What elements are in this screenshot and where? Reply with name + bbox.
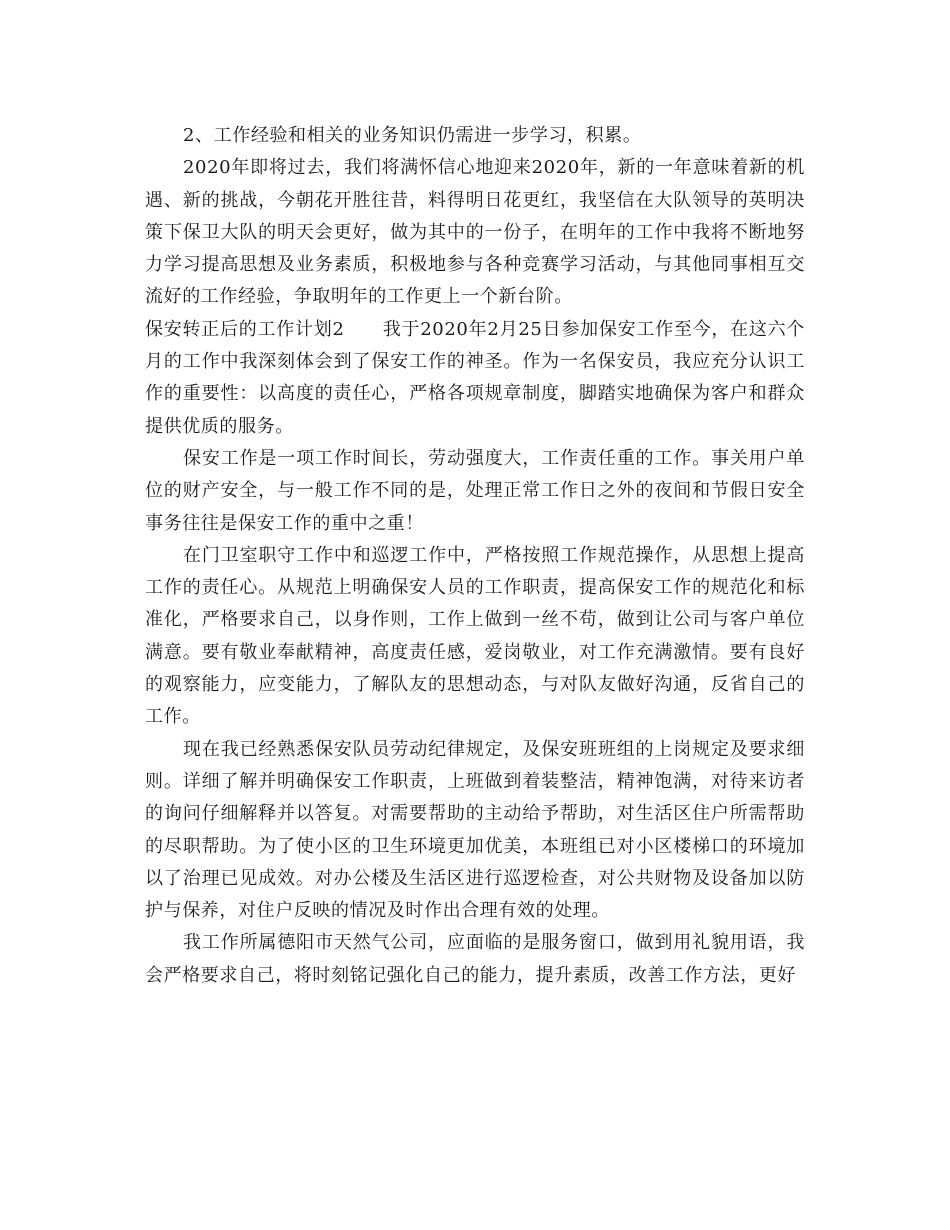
paragraph-security-work-nature: 保安工作是一项工作时间长，劳动强度大，工作责任重的工作。事关用户单位的财产安全，与一般工作不同的是，处理正常工作日之外的夜间和节假日安全事务往往是保安工作的重中之重！ xyxy=(145,447,805,534)
paragraph-new-year-outlook: 2020年即将过去，我们将满怀信心地迎来2020年，新的一年意味着新的机遇、新的挑战，今朝花开胜往昔，料得明日花更红，我坚信在大队领导的英明决策下保卫大队的明天会更好，做为其中的一份子，在明年的工作中我将不断地努力学习提高思想及业务素质，积极地参与各种竞赛学习活动，与其他同事相互交流好的工作经验，争取明年的工作更上一个新台阶。 xyxy=(145,157,805,308)
document-body xyxy=(145,120,805,992)
paragraph-patrol-duties: 在门卫室职守工作中和巡逻工作中，严格按照工作规范操作，从思想上提高工作的责任心。从规范上明确保安人员的工作职责，提高保安工作的规范化和标准化，严格要求自己，以身作则，工作上做到一丝不苟，做到让公司与客户单位满意。要有敬业奉献精神，高度责任感，爱岗敬业，对工作充满激情。要有良好的观察能力，应变能力，了解队友的思想动态，与对队友做好沟通，反省自己的工作。 xyxy=(145,544,805,728)
section-title: 保安转正后的工作计划2 xyxy=(145,318,345,340)
paragraph-familiar-rules: 现在我已经熟悉保安队员劳动纪律规定，及保安班班组的上岗规定及要求细则。详细了解并明确保安工作职责，上班做到着装整洁，精神饱满，对待来访者的询问仔细解释并以答复。对需要帮助的主动给予帮助，对生活区住户所需帮助的尽职帮助。为了使小区的卫生环境更加优美，本班组已对小区楼梯口的环境加以了治理已见成效。对办公楼及生活区进行巡逻检查，对公共财物及设备加以防护与保养，对住户反映的情况及时作出合理有效的处理。 xyxy=(145,738,805,922)
section-plan-2 xyxy=(145,314,805,443)
paragraph-gas-company-service: 我工作所属德阳市天然气公司，应面临的是服务窗口，做到用礼貌用语，我会严格要求自己，将时刻铭记强化自己的能力，提升素质，改善工作方法，更好 xyxy=(145,932,805,986)
section-intro: 我于2020年2月25日参加保安工作至今，在这六个月的工作中我深刻体会到了保安工作的神圣。作为一名保安员，我应充分认识工作的重要性：以高度的责任心，严格各项规章制度，脚踏实地确保为客户和群众提供优质的服务。 xyxy=(145,318,805,437)
paragraph-experience-note: 2、工作经验和相关的业务知识仍需进一步学习，积累。 xyxy=(183,125,642,146)
